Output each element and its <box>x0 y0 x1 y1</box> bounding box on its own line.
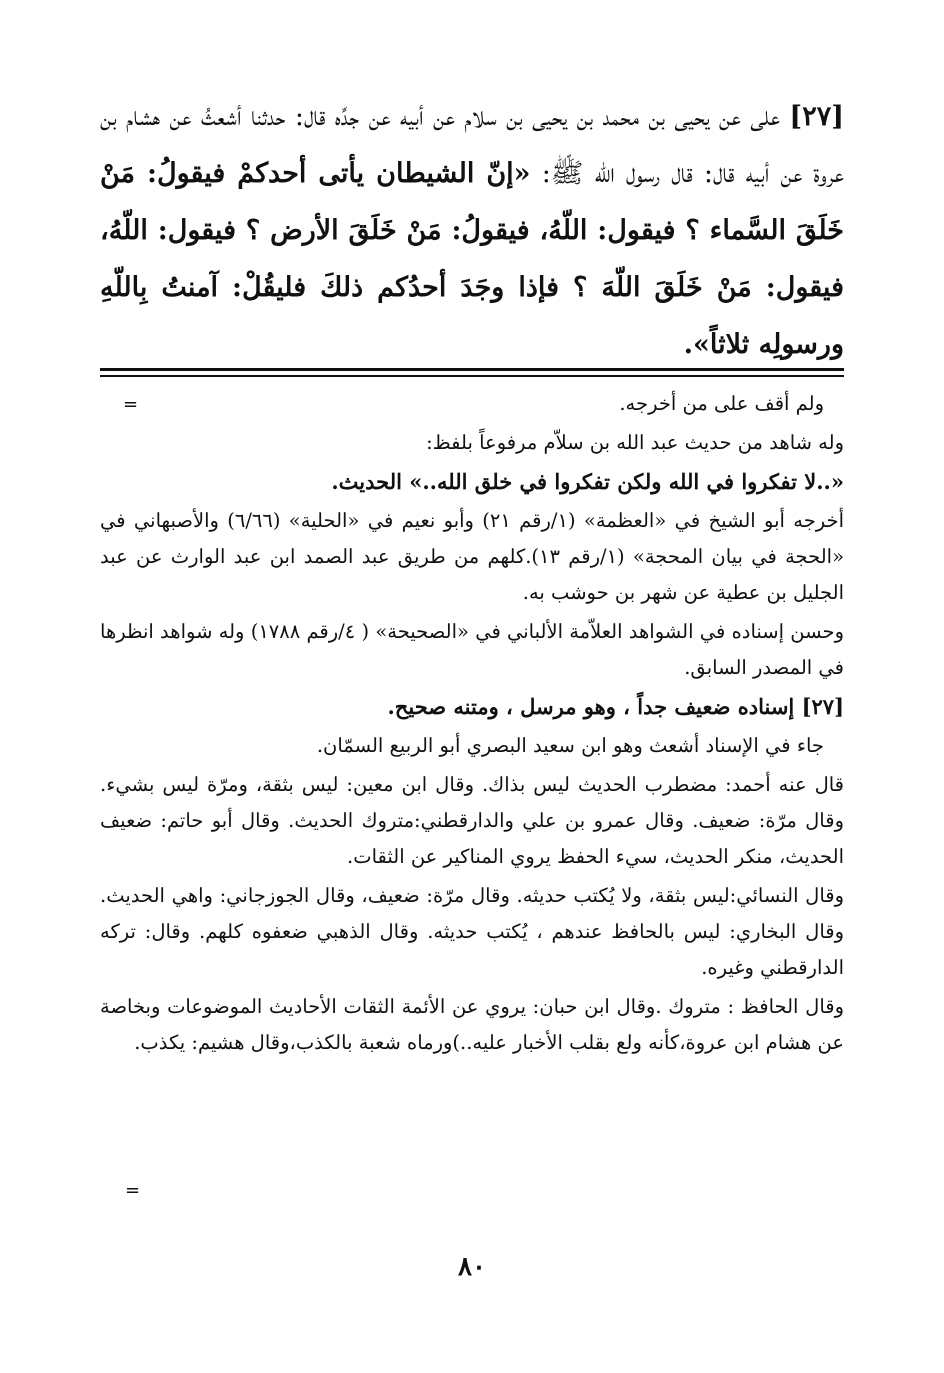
continuation-mark-bottom: = <box>125 1180 141 1201</box>
footnote-paragraph: أخرجه أبو الشيخ في «العظمة» (١/رقم ٢١) وأبو نعيم في «الحلية» (٦/٦٦) والأصبهاني في «الحجة في بيان المحجة» (١/رقم ١٣).كلهم من طريق عبد الصمد ابن عبد الوارث عن عبد الجليل بن عطية عن شهر بن حوشب به. <box>100 509 845 604</box>
footnote-paragraph: وقال النسائي:ليس بثقة، ولا يُكتب حديثه. وقال مرّة: ضعيف، وقال الجوزجاني: واهي الحديث. وقال البخاري: ليس بالحافظ عندهم ، يُكتب حديثه. وقال الذهبي ضعفوه كلهم. وقال: تركه الدارقطني وغيره. <box>100 884 844 979</box>
hadith-text <box>100 88 844 373</box>
footnote-paragraph: قال عنه أحمد: مضطرب الحديث ليس بذاك. وقال ابن معين: ليس بثقة، ومرّة ليس بشيء. وقال مرّة: ضعيف. وقال عمرو بن علي والدارقطني:متروك الحديث. وقال أبو حاتم: ضعيف الحديث، منكر الحديث، سيء الحفظ يروي المناكير عن الثقات. <box>100 773 844 868</box>
continuation-mark-top: = <box>123 394 139 415</box>
hadith-number: [٢٧] <box>789 101 844 132</box>
divider-line-thick <box>100 368 844 371</box>
page-number: ٨٠ <box>458 1252 486 1282</box>
footnote-heading: [٢٧] إسناده ضعيف جداً ، وهو مرسل ، ومتنه صحيح. <box>387 694 844 719</box>
footnote-divider <box>100 368 844 378</box>
footnotes <box>100 386 844 1064</box>
footnote-paragraph: وقال الحافظ : متروك .وقال ابن حبان: يروي عن الأئمة الثقات الأحاديث الموضوعات وبخاصة عن هشام ابن عروة،كأنه ولع بقلب الأخبار عليه..)ورماه شعبة بالكذب،وقال هشيم: يكذب. <box>100 995 844 1054</box>
divider-line-thin <box>100 375 844 377</box>
footnote-paragraph: وحسن إسناده في الشواهد العلاّمة الألباني في «الصحيحة» ( ٤/رقم ١٧٨٨) وله شواهد انظرها في المصدر السابق. <box>100 620 845 679</box>
footnote-paragraph: وله شاهد من حديث عبد الله بن سلاّم مرفوعاً بلفظ: <box>426 431 844 454</box>
footnote-paragraph: جاء في الإسناد أشعث وهو ابن سعيد البصري أبو الربيع السمّان. <box>316 734 824 757</box>
footnote-paragraph: ولم أقف على من أخرجه. <box>619 392 824 415</box>
hadith-matn: «إنّ الشيطان يأتى أحدكمْ فيقولُ: مَنْ خَلَقَ السَّماء ؟ فيقول: اللّهُ، فيقولُ: مَنْ خَلَقَ الأرض ؟ فيقول: اللّهُ، فيقول: مَنْ خَلَقَ اللّهَ ؟ فإذا وجَدَ أحدُكم ذلكَ فليقُلْ: آمنتُ بِاللّهِ ورسولِه ثلاثاً». <box>100 158 844 360</box>
hadith-isnad: على عن يحيى بن محمد بن يحيى بن سلام عن أبيه عن جدِّه قال: حدثنا أشعثُ عن هشام بن عروة عن أبيه قال: قال رسول الله ﷺ: <box>100 101 844 189</box>
footnote-quote: «..لا تفكروا في الله ولكن تفكروا في خلق الله..» الحديث. <box>331 469 844 494</box>
